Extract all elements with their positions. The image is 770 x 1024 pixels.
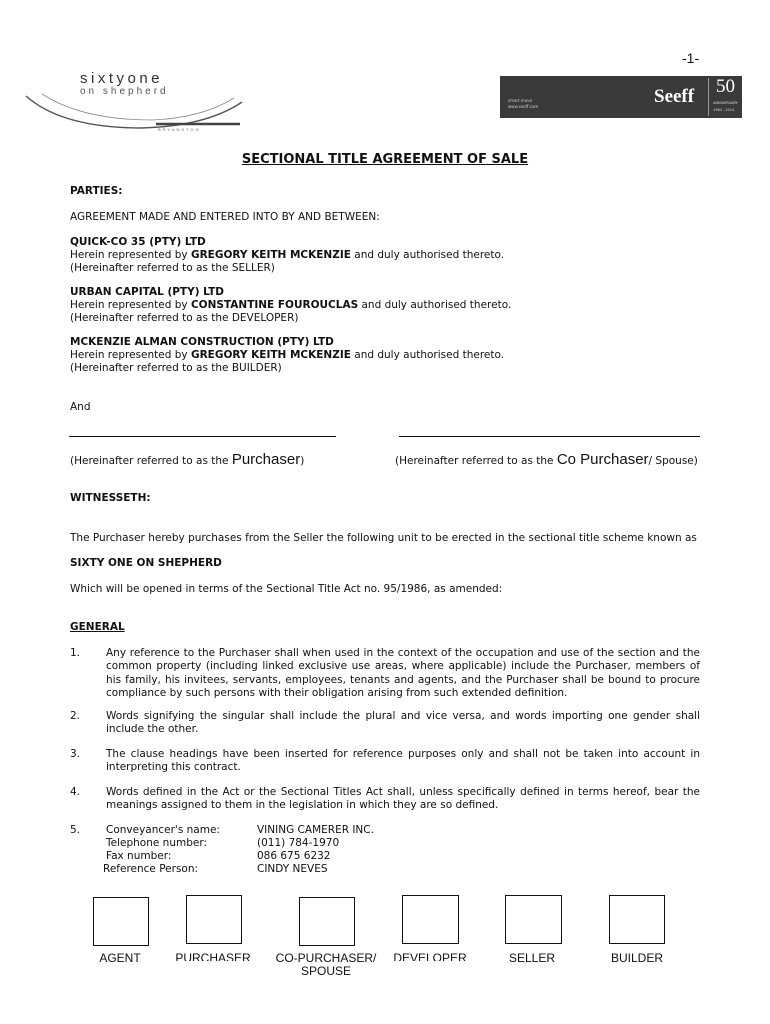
- purchaser-prefix: (Hereinafter referred to as the: [70, 455, 232, 467]
- clause-text: Words defined in the Act or the Sectional Titles Act shall, unless specifically defined in terms hereof, bear the meanings assigned to them in the legislation in which they are so defined.: [106, 786, 700, 812]
- page-number: -1-: [682, 50, 700, 66]
- party-name: MCKENZIE ALMAN CONSTRUCTION (PTY) LTD: [70, 336, 334, 348]
- seeff-url: www.seeff.com: [508, 104, 539, 109]
- logo-line2: on shepherd: [80, 86, 169, 97]
- rep-suffix: and duly authorised thereto.: [350, 349, 505, 361]
- initial-label-seller: SELLER: [508, 951, 556, 965]
- initial-label-developer: DEVELOPER: [393, 952, 467, 961]
- opened-text: Which will be opened in terms of the Sectional Title Act no. 95/1986, as amended:: [70, 583, 503, 595]
- party-name: QUICK-CO 35 (PTY) LTD: [70, 236, 206, 248]
- rep-suffix: and duly authorised thereto.: [350, 249, 505, 261]
- fax-label: Fax number:: [106, 850, 172, 862]
- initial-label-line1: CO-PURCHASER/: [275, 951, 377, 965]
- initial-label-builder: BUILDER: [610, 951, 663, 965]
- initial-label-purchaser: PURCHASER: [175, 952, 251, 961]
- rep-name: GREGORY KEITH MCKENZIE: [190, 249, 351, 261]
- anniversary-number: 50: [716, 76, 735, 97]
- conveyancer-value: VINING CAMERER INC.: [257, 824, 374, 836]
- rep-prefix: Herein represented by: [70, 249, 191, 261]
- seeff-brand: Seeff: [654, 86, 695, 107]
- clause-text: Words signifying the singular shall include the plural and vice versa, and words importing one gender shall include the other.: [106, 710, 700, 736]
- agreement-intro: AGREEMENT MADE AND ENTERED INTO BY AND BETWEEN:: [70, 211, 380, 223]
- party-role: (Hereinafter referred to as the DEVELOPER): [70, 312, 299, 324]
- purchase-text: The Purchaser hereby purchases from the Seller the following unit to be erected in the sectional title scheme known as: [70, 532, 697, 544]
- initial-box-builder[interactable]: [609, 895, 665, 944]
- witnesseth-heading: WITNESSETH:: [70, 492, 151, 504]
- rep-prefix: Herein represented by: [70, 299, 191, 311]
- and-text: And: [70, 401, 91, 413]
- reference-label: Reference Person:: [103, 863, 199, 875]
- initial-label-agent: AGENT: [99, 951, 141, 965]
- seeff-divider: [708, 78, 709, 116]
- party-seller: [70, 236, 504, 275]
- rep-prefix: Herein represented by: [70, 349, 191, 361]
- co-purchaser-suffix: / Spouse): [648, 455, 698, 467]
- party-builder: [70, 336, 504, 375]
- clause-number: 3.: [70, 748, 81, 760]
- purchaser-suffix: ): [300, 455, 305, 467]
- scheme-name: SIXTY ONE ON SHEPHERD: [70, 557, 222, 569]
- anniversary-word: ANNIVERSARY: [713, 101, 738, 105]
- initial-label-co-purchaser: [266, 952, 386, 978]
- anniversary-years: 1964 - 2014: [713, 108, 735, 112]
- conveyancer-label: Conveyancer's name:: [106, 824, 220, 836]
- purchaser-name-line[interactable]: [69, 436, 336, 437]
- clause-number: 1.: [70, 647, 81, 659]
- party-role: (Hereinafter referred to as the BUILDER): [70, 362, 282, 374]
- clause-number: 5.: [70, 824, 81, 836]
- purchaser-term: Purchaser: [231, 451, 301, 468]
- clause-number: 2.: [70, 710, 81, 722]
- party-name: URBAN CAPITAL (PTY) LTD: [70, 286, 224, 298]
- telephone-value: (011) 784-1970: [257, 837, 340, 849]
- clause-text: Any reference to the Purchaser shall when used in the context of the occupation and use of the section and the common property (including linked exclusive use areas, where applicable) include the Purchaser, members of his family, his invitees, servants, employees, tenants and agents, and the Purchaser shall be bound to procure compliance by such persons with their obligation arising from such extended definition.: [106, 647, 700, 699]
- seeff-logo: [500, 76, 712, 118]
- initial-label-line2: SPOUSE: [300, 964, 351, 978]
- document-title: SECTIONAL TITLE AGREEMENT OF SALE: [241, 152, 529, 167]
- co-purchaser-caption: [395, 453, 698, 468]
- initial-box-seller[interactable]: [505, 895, 562, 944]
- clause-number: 4.: [70, 786, 81, 798]
- party-role: (Hereinafter referred to as the SELLER): [70, 262, 275, 274]
- logo-line1: sixtyone: [80, 70, 164, 87]
- reference-value: CINDY NEVES: [257, 863, 328, 875]
- purchaser-caption: [70, 453, 304, 468]
- seeff-tagline: smart move: [508, 98, 533, 103]
- logo-line3: BRYANSTON: [158, 127, 201, 132]
- general-heading: GENERAL: [70, 621, 125, 633]
- initial-box-agent[interactable]: [93, 897, 149, 946]
- party-developer: [70, 286, 511, 325]
- co-purchaser-name-line[interactable]: [399, 436, 700, 437]
- fax-value: 086 675 6232: [257, 850, 331, 862]
- initial-box-purchaser[interactable]: [186, 895, 242, 944]
- rep-name: CONSTANTINE FOUROUCLAS: [190, 299, 359, 311]
- sixtyone-logo: [22, 70, 247, 140]
- rep-suffix: and duly authorised thereto.: [358, 299, 512, 311]
- clause-text: The clause headings have been inserted for reference purposes only and shall not be taken into account in interpreting this contract.: [106, 748, 700, 774]
- anniversary-badge: [712, 76, 742, 118]
- parties-heading: PARTIES:: [70, 185, 123, 197]
- initial-box-developer[interactable]: [402, 895, 459, 944]
- co-purchaser-term: Co Purchaser: [556, 451, 649, 468]
- co-purchaser-prefix: (Hereinafter referred to as the: [395, 455, 557, 467]
- telephone-label: Telephone number:: [106, 837, 207, 849]
- rep-name: GREGORY KEITH MCKENZIE: [190, 349, 351, 361]
- initial-box-co-purchaser[interactable]: [299, 897, 355, 946]
